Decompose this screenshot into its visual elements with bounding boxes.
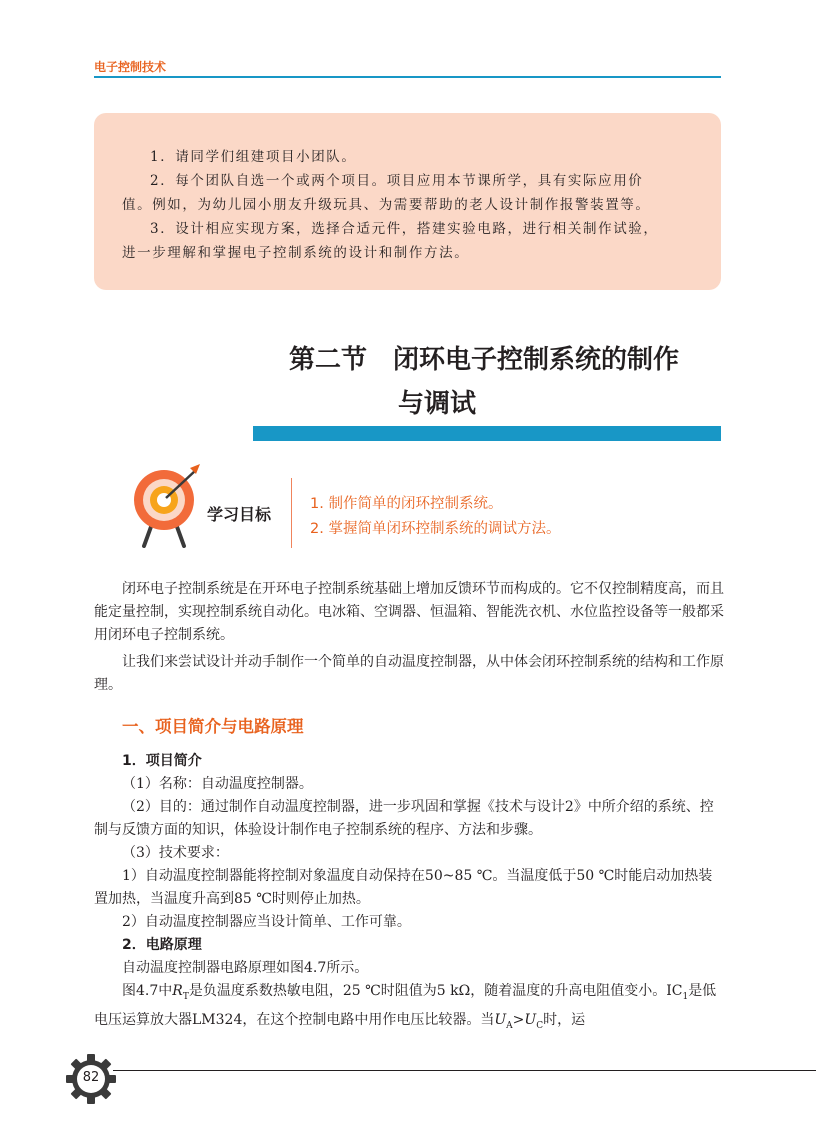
activity-line-5: 进一步理解和掌握电子控制系统的设计和制作方法。: [122, 245, 470, 261]
section-title-line-2: 与调试: [398, 389, 477, 419]
activity-box: [94, 113, 721, 290]
symbol-uc: U: [524, 1011, 537, 1028]
symbol-ua-sub: A: [506, 1020, 513, 1031]
activity-line-3: 值。例如，为幼儿园小朋友升级玩具、为需要帮助的老人设计制作报警装置等。: [122, 197, 651, 213]
subheading-circuit: 2．电路原理: [122, 937, 202, 953]
goals-divider: [291, 478, 292, 548]
intro-paragraph-2: 让我们来尝试设计并动手制作一个简单的自动温度控制器，从中体会闭环控制系统的结构和工作原理。: [94, 654, 724, 693]
section-title-line-1: 第二节 闭环电子控制系统的制作: [289, 345, 680, 375]
symbol-ua: U: [494, 1011, 507, 1028]
heading-project-intro: 一、项目简介与电路原理: [122, 717, 304, 736]
subheading-project-intro: 1．项目简介: [122, 753, 202, 769]
goal-item-2: 2. 掌握简单闭环控制系统的调试方法。: [310, 521, 561, 537]
activity-line-1: 1．请同学们组建项目小团队。: [150, 149, 357, 165]
symbol-gt: >: [512, 1011, 525, 1028]
project-name: （1）名称：自动温度控制器。: [122, 776, 313, 792]
circuit-text-b: 是负温度系数热敏电阻，25 ℃时阻值为5 kΩ，随着温度的升高电阻值变小。IC: [188, 983, 683, 999]
circuit-text-a: 图4.7中: [122, 983, 173, 999]
section-title-bar: [253, 426, 721, 441]
goal-item-1: 1. 制作简单的闭环控制系统。: [310, 496, 503, 512]
circuit-intro: 自动温度控制器电路原理如图4.7所示。: [122, 960, 369, 976]
circuit-text-c: 是低电压运算放大器LM324，在这个控制电路中用作电压比较器。当: [94, 983, 717, 1028]
symbol-uc-sub: C: [536, 1020, 544, 1031]
project-requirement-2: 2）自动温度控制器应当设计简单、工作可靠。: [122, 914, 411, 930]
activity-line-4: 3．设计相应实现方案，选择合适元件，搭建实验电路，进行相关制作试验，: [150, 221, 659, 237]
footer-rule: [113, 1070, 816, 1071]
target-icon: [130, 462, 210, 548]
project-purpose: （2）目的：通过制作自动温度控制器，进一步巩固和掌握《技术与设计2》中所介绍的系统、控制与反馈方面的知识，体验设计制作电子控制系统的程序、方法和步骤。: [94, 799, 714, 838]
symbol-r-sub: T: [182, 991, 189, 1002]
circuit-text-d: 时，运: [543, 1011, 586, 1028]
symbol-r: R: [172, 983, 183, 999]
running-header-title: 电子控制技术: [94, 60, 167, 74]
page-number: 82: [82, 1070, 100, 1085]
header-rule: [94, 76, 721, 78]
circuit-paragraph: [94, 980, 724, 1038]
intro-paragraph-1: 闭环电子控制系统是在开环电子控制系统基础上增加反馈环节而构成的。它不仅控制精度高，而且能定量控制，实现控制系统自动化。电冰箱、空调器、恒温箱、智能洗衣机、水位监控设备等一般都采用闭环电子控制系统。: [94, 581, 724, 643]
activity-line-2: 2．每个团队自选一个或两个项目。项目应用本节课所学，具有实际应用价: [150, 173, 644, 189]
project-requirements-label: （3）技术要求：: [122, 845, 229, 861]
goals-label: 学习目标: [207, 505, 272, 524]
project-content: [94, 750, 724, 1038]
project-requirement-1: 1）自动温度控制器能将控制对象温度自动保持在50~85 ℃。当温度低于50 ℃时能启动加热装置加热，当温度升高到85 ℃时则停止加热。: [94, 868, 713, 907]
symbol-ic-sub: 1: [682, 991, 689, 1002]
section-title: [253, 338, 721, 426]
